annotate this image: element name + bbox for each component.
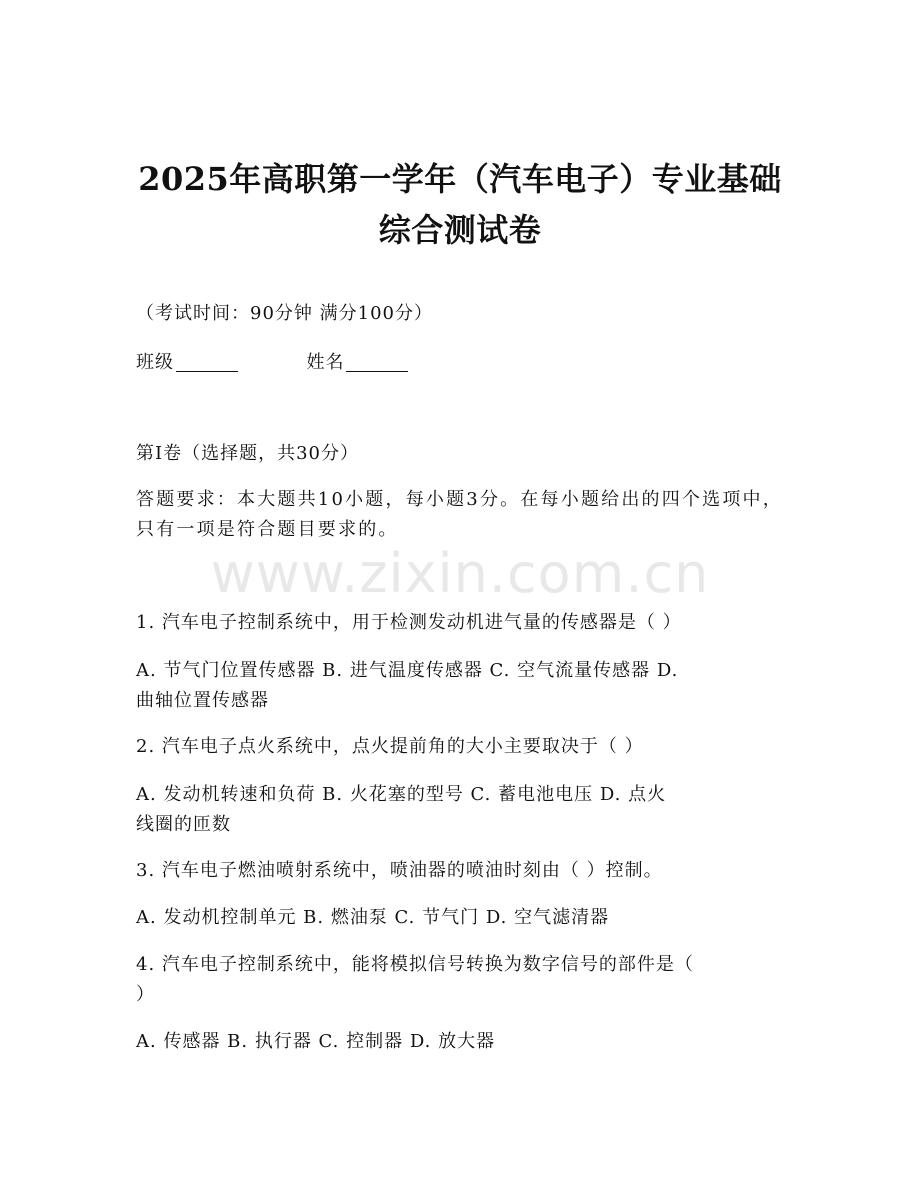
- question-1-stem: 1. 汽车电子控制系统中，用于检测发动机进气量的传感器是（ ）: [136, 612, 682, 633]
- question-2-options: A. 发动机转速和负荷 B. 火花塞的型号 C. 蓄电池电压 D. 点火: [136, 784, 667, 805]
- question-3-stem: 3. 汽车电子燃油喷射系统中，喷油器的喷油时刻由（ ）控制。: [136, 860, 663, 881]
- section-title: 第I卷（选择题，共30分）: [136, 443, 360, 464]
- name-label: 姓名: [306, 352, 345, 373]
- question-4-stem-cont: ）: [136, 984, 155, 1005]
- question-4-stem: 4. 汽车电子控制系统中，能将模拟信号转换为数字信号的部件是（: [136, 954, 694, 975]
- exam-info: （考试时间：90分钟 满分100分）: [136, 303, 433, 324]
- question-2-options-cont: 线圈的匝数: [136, 814, 231, 835]
- student-info-row: [136, 348, 796, 378]
- watermark: www.zixin.com.cn: [210, 542, 710, 605]
- instructions: 答题要求：本大题共10小题，每小题3分。在每小题给出的四个选项中，只有一项是符合题目要求的。: [136, 489, 783, 540]
- class-blank[interactable]: [176, 353, 238, 372]
- question-2-stem: 2. 汽车电子点火系统中，点火提前角的大小主要取决于（ ）: [136, 736, 644, 757]
- name-blank[interactable]: [346, 353, 408, 372]
- question-3-options: A. 发动机控制单元 B. 燃油泵 C. 节气门 D. 空气滤清器: [136, 907, 610, 928]
- class-label: 班级: [136, 352, 174, 373]
- question-4-options: A. 传感器 B. 执行器 C. 控制器 D. 放大器: [136, 1031, 496, 1052]
- question-1-options: A. 节气门位置传感器 B. 进气温度传感器 C. 空气流量传感器 D.: [136, 660, 679, 681]
- question-1-options-cont: 曲轴位置传感器: [136, 690, 269, 711]
- exam-title-line-2: 综合测试卷: [378, 211, 542, 249]
- exam-title-line-1: 2025年高职第一学年（汽车电子）专业基础: [138, 160, 782, 198]
